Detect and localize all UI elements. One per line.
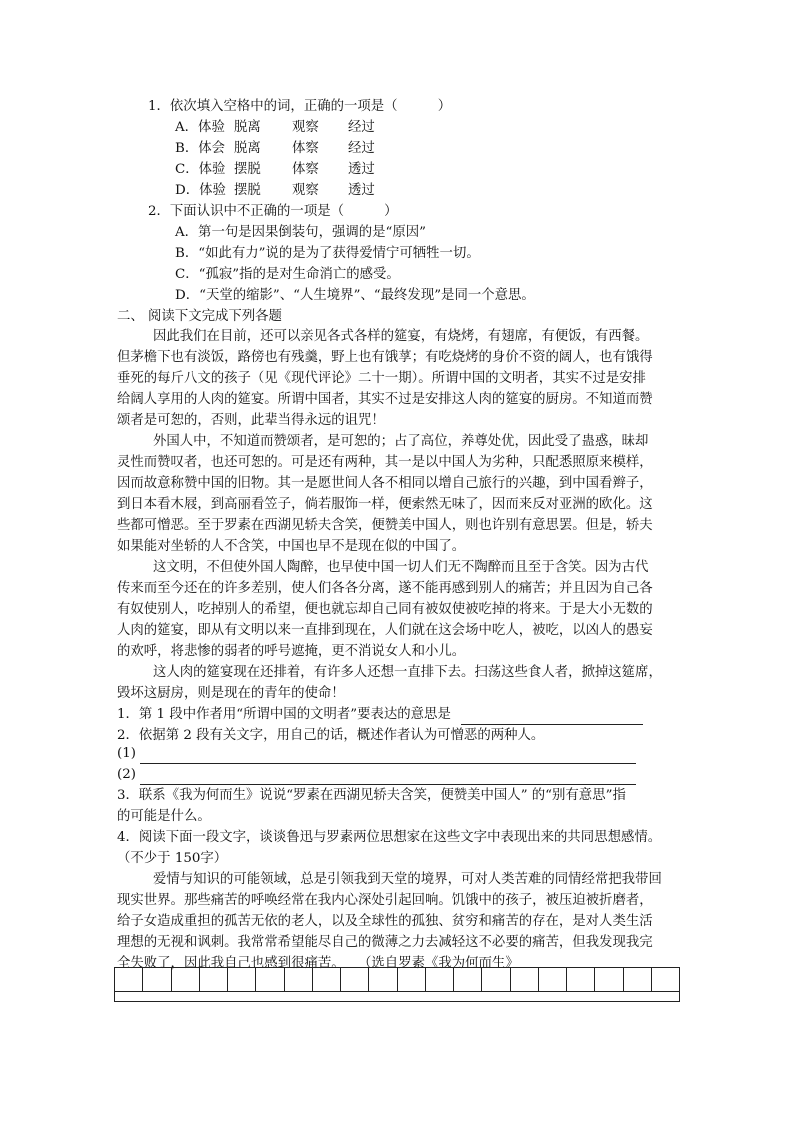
- passage-line: 有奴使别人，吃掉别人的希望，便也就忘却自己同有被奴使被吃掉的将来。于是大小无数的: [117, 602, 653, 617]
- option-word: 经过: [348, 120, 375, 135]
- question-1: [117, 705, 643, 725]
- option-label: C．体验: [175, 162, 226, 177]
- grid-cell[interactable]: [256, 968, 284, 992]
- question-3-line-2: 的可能是什么。: [117, 809, 211, 824]
- grid-cell[interactable]: [312, 968, 340, 992]
- grid-cell[interactable]: [171, 968, 199, 992]
- passage-line: 到日本看木屐，到高丽看笠子，倘若服饰一样，便索然无味了，因而来反对亚洲的欧化。这: [117, 497, 653, 512]
- option-label: D．体验: [175, 183, 226, 198]
- passage-line: 这文明，不但使外国人陶醉，也早使中国一切人们无不陶醉而且至于含笑。因为古代: [153, 560, 649, 575]
- grid-cell[interactable]: [115, 968, 143, 992]
- grid-cell[interactable]: [199, 968, 227, 992]
- grid-row: [115, 968, 680, 992]
- passage-line: 的欢呼，将悲惨的弱者的呼号遮掩，更不消说女人和小儿。: [117, 644, 466, 659]
- option-word: 透过: [348, 162, 375, 177]
- grid-cell[interactable]: [425, 968, 453, 992]
- passage-line: 毁坏这厨房，则是现在的青年的使命！: [117, 686, 345, 701]
- question-text: 1．第 1 段中作者用“所谓中国的文明者”要表达的意思是: [117, 707, 451, 722]
- option-word: 摆脱: [234, 183, 261, 198]
- passage-line: 垂死的每斤八文的孩子（见《现代评论》二十一期）。所谓中国的文明者，其实不过是安排: [117, 371, 646, 386]
- passage-line: 但茅檐下也有淡饭，路傍也有残羹，野上也有饿莩；有吃烧烤的身价不资的阔人，也有饿得: [117, 350, 653, 365]
- excerpt-line: 全失败了，因此我自己也感到很痛苦。 （选自罗素《我为何而生》: [117, 956, 519, 971]
- grid-cell[interactable]: [510, 968, 538, 992]
- q2-stem: 2．下面认识中不正确的一项是（ ）: [148, 204, 398, 219]
- answer-blank[interactable]: [140, 770, 636, 785]
- option-word: 经过: [348, 141, 375, 156]
- excerpt-line: 给子女造成重担的孤苦无依的老人，以及全球性的孤独、贫穷和痛苦的存在，是对人类生活: [117, 914, 653, 929]
- q2-option-d: D．“天堂的缩影”、“人生境界”、“最终发现”是同一个意思。: [175, 288, 535, 303]
- answer-label: (1): [117, 746, 136, 761]
- q2-option-a: A．第一句是因果倒装句，强调的是“原因”: [175, 225, 427, 240]
- grid-cell[interactable]: [538, 968, 566, 992]
- passage-line: 传来而至今还在的许多差别，使人们各各分离，遂不能再感到别人的痛苦；并且因为自己各: [117, 581, 653, 596]
- option-word: 体察: [292, 141, 319, 156]
- option-word: 摆脱: [234, 162, 261, 177]
- question-2: 2．依据第 2 段有关文字，用自己的话，概述作者认为可憎恶的两种人。: [117, 728, 545, 743]
- grid-cell[interactable]: [623, 968, 651, 992]
- q1-stem: 1．依次填入空格中的词，正确的一项是（ ）: [148, 99, 452, 114]
- section-heading: 二、 阅读下文完成下列各题: [117, 309, 282, 324]
- option-word: 观察: [292, 183, 319, 198]
- grid-cell[interactable]: [341, 968, 369, 992]
- passage-line: 灵性而赞叹者，也还可恕的。可是还有两种，其一是以中国人为劣种，只配悉照原来模样，: [117, 455, 653, 470]
- question-4-line-2: （不少于 150字）: [117, 851, 228, 866]
- option-word: 脱离: [234, 141, 261, 156]
- question-4-line-1: 4．阅读下面一段文字，谈谈鲁迅与罗素两位思想家在这些文字中表现出来的共同思想感情。: [117, 830, 662, 845]
- q1-option-a: [175, 118, 375, 138]
- excerpt-line: 理想的无视和讽刺。我常常希望能尽自己的微薄之力去减轻这不必要的痛苦，但我发现我完: [117, 935, 653, 950]
- option-word: 观察: [292, 120, 319, 135]
- grid-cell[interactable]: [651, 968, 679, 992]
- grid-cell[interactable]: [228, 968, 256, 992]
- grid-cell[interactable]: [284, 968, 312, 992]
- passage-line: 因此我们在目前，还可以亲见各式各样的筵宴，有烧烤，有翅席，有便饭，有西餐。: [153, 329, 649, 344]
- passage-line: 些都可憎恶。至于罗素在西湖见轿夫含笑，便赞美中国人，则也许别有意思罢。但是，轿夫: [117, 518, 653, 533]
- option-label: A．体验: [175, 120, 225, 135]
- passage-line: 因而故意称赞中国的旧物。其一是愿世间人各不相同以增自己旅行的兴趣，到中国看辫子，: [117, 476, 653, 491]
- q2-option-b: B．“如此有力”说的是为了获得爱情宁可牺牲一切。: [175, 246, 480, 261]
- passage-line: 给阔人享用的人肉的筵宴。所谓中国者，其实不过是安排这人肉的筵宴的厨房。不知道而赞: [117, 392, 653, 407]
- grid-spacer-row: [115, 992, 680, 1002]
- option-label: B．体会: [175, 141, 226, 156]
- q1-option-b: [175, 139, 375, 159]
- excerpt-line: 现实世界。那些痛苦的呼唤经常在我内心深处引起回响。饥饿中的孩子，被压迫被折磨者，: [117, 893, 653, 908]
- grid-cell[interactable]: [454, 968, 482, 992]
- question-3-line-1: 3．联系《我为何而生》说说“罗素在西湖见轿夫含笑，便赞美中国人” 的“别有意思”指: [117, 788, 626, 803]
- answer-line-2: [117, 765, 636, 785]
- option-word: 体察: [292, 162, 319, 177]
- passage-line: 人肉的筵宴，即从有文明以来一直排到现在，人们就在这会场中吃人，被吃，以凶人的愚妄: [117, 623, 653, 638]
- grid-spacer: [115, 992, 680, 1002]
- answer-line-1: [117, 744, 636, 764]
- grid-cell[interactable]: [482, 968, 510, 992]
- passage-line: 颂者是可恕的，否则，此辈当得永远的诅咒！: [117, 413, 385, 428]
- writing-grid[interactable]: [114, 967, 680, 1003]
- q1-option-c: [175, 160, 375, 180]
- grid-cell[interactable]: [595, 968, 623, 992]
- passage-line: 这人肉的筵宴现在还排着，有许多人还想一直排下去。扫荡这些食人者，掀掉这筵席，: [153, 665, 662, 680]
- q1-option-d: [175, 181, 375, 201]
- passage-line: 外国人中，不知道而赞颂者，是可恕的；占了高位，养尊处优，因此受了蛊惑，昧却: [153, 434, 649, 449]
- grid-cell[interactable]: [567, 968, 595, 992]
- answer-blank[interactable]: [461, 710, 643, 725]
- grid-cell[interactable]: [369, 968, 397, 992]
- answer-blank[interactable]: [140, 749, 636, 764]
- excerpt-line: 爱情与知识的可能领域，总是引领我到天堂的境界，可对人类苦难的同情经常把我带回: [153, 872, 662, 887]
- grid-cell[interactable]: [143, 968, 171, 992]
- passage-line: 如果能对坐轿的人不含笑，中国也早不是现在似的中国了。: [117, 539, 466, 554]
- q2-option-c: C．“孤寂”指的是对生命消亡的感受。: [175, 267, 400, 282]
- answer-label: (2): [117, 767, 136, 782]
- option-word: 透过: [348, 183, 375, 198]
- option-word: 脱离: [234, 120, 261, 135]
- grid-cell[interactable]: [397, 968, 425, 992]
